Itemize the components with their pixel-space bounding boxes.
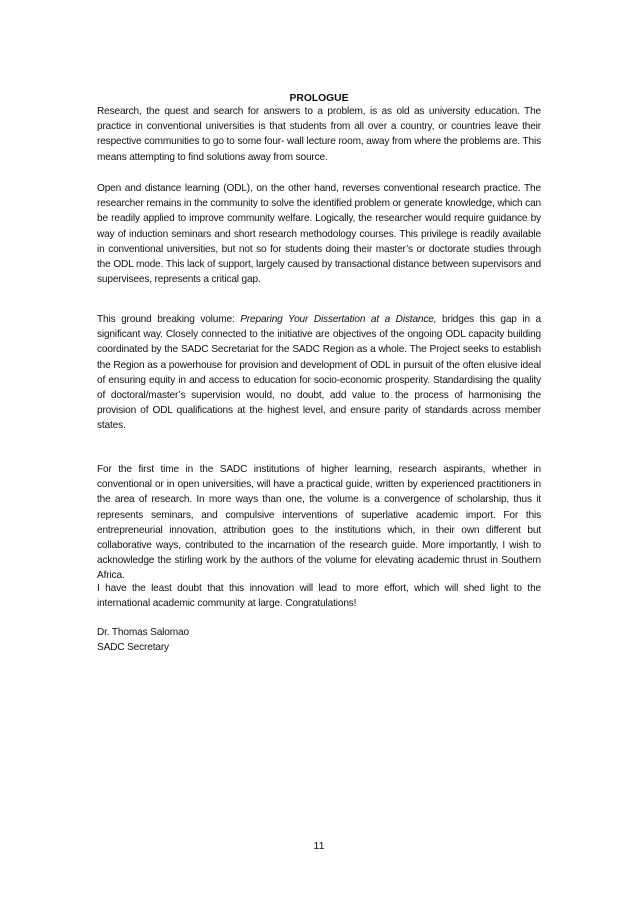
paragraph-odl: Open and distance learning (ODL), on the other hand, reverses conventional research practice. The researcher remains in the community to solve the identified problem or generate knowledge, which can be readily applied to improve community welfare. Logically, the researcher would require guidance by way of induction seminars and short research methodology courses. This privilege is readily available in conventional universities, but not so for students doing their master’s or doctorate studies through the ODL mode. This lack of support, largely caused by transactional distance between supervisors and supervisees, represents a critical gap.: [97, 183, 541, 286]
page-number: 11: [313, 840, 325, 852]
paragraph-volume-before: This ground breaking volume:: [97, 314, 241, 325]
paragraph-conclusion: I have the least doubt that this innovation will lead to more effort, which will shed light to the international academic community at large. Congratulations!: [97, 583, 541, 610]
signature-name: Dr. Thomas Salomao: [97, 627, 189, 638]
paragraph-volume-after: bridges this gap in a significant way. Closely connected to the initiative are objectives of the ongoing ODL capacity building coordinated by the SADC Secretariat for the SADC Region as a whole. The Project seeks to establish the Region as a powerhouse for provision and development of ODL in pursuit of the often elusive ideal of ensuring equity in and access to education for socio-economic prosperity. Standardising the quality of doctoral/master’s supervision would, no doubt, add value to the process of harmonising the provision of ODL qualifications at the highest level, and ensure parity of standards across member states.: [97, 314, 541, 432]
paragraph-volume: [97, 312, 541, 434]
paragraph-research-intro: Research, the quest and search for answers to a problem, is as old as university education. The practice in conventional universities is that students from all over a country, or countries leave their respective communities to go to some four- wall lecture room, away from where the problems are. This means attempting to find solutions away from source.: [97, 106, 541, 163]
book-title: Preparing Your Dissertation at a Distance,: [240, 314, 437, 325]
paragraph-sadc-institutions: For the first time in the SADC institutions of higher learning, research aspirants, whether in conventional or in open universities, will have a practical guide, written by experienced practitioners in the area of research. In more ways than one, the volume is a convergence of scholarship, thus it represents seminars, and compulsive interventions of superlative academic import. For this entrepreneurial innovation, attribution goes to the institutions which, in their own different but collaborative ways, contributed to the incarnation of the research guide. More importantly, I wish to acknowledge the stirling work by the authors of the volume for elevating academic thrust in Southern Africa.: [97, 464, 541, 582]
signature-position: SADC Secretary: [97, 642, 169, 654]
prologue-heading: PROLOGUE: [289, 93, 349, 104]
signature-block: [97, 625, 541, 655]
